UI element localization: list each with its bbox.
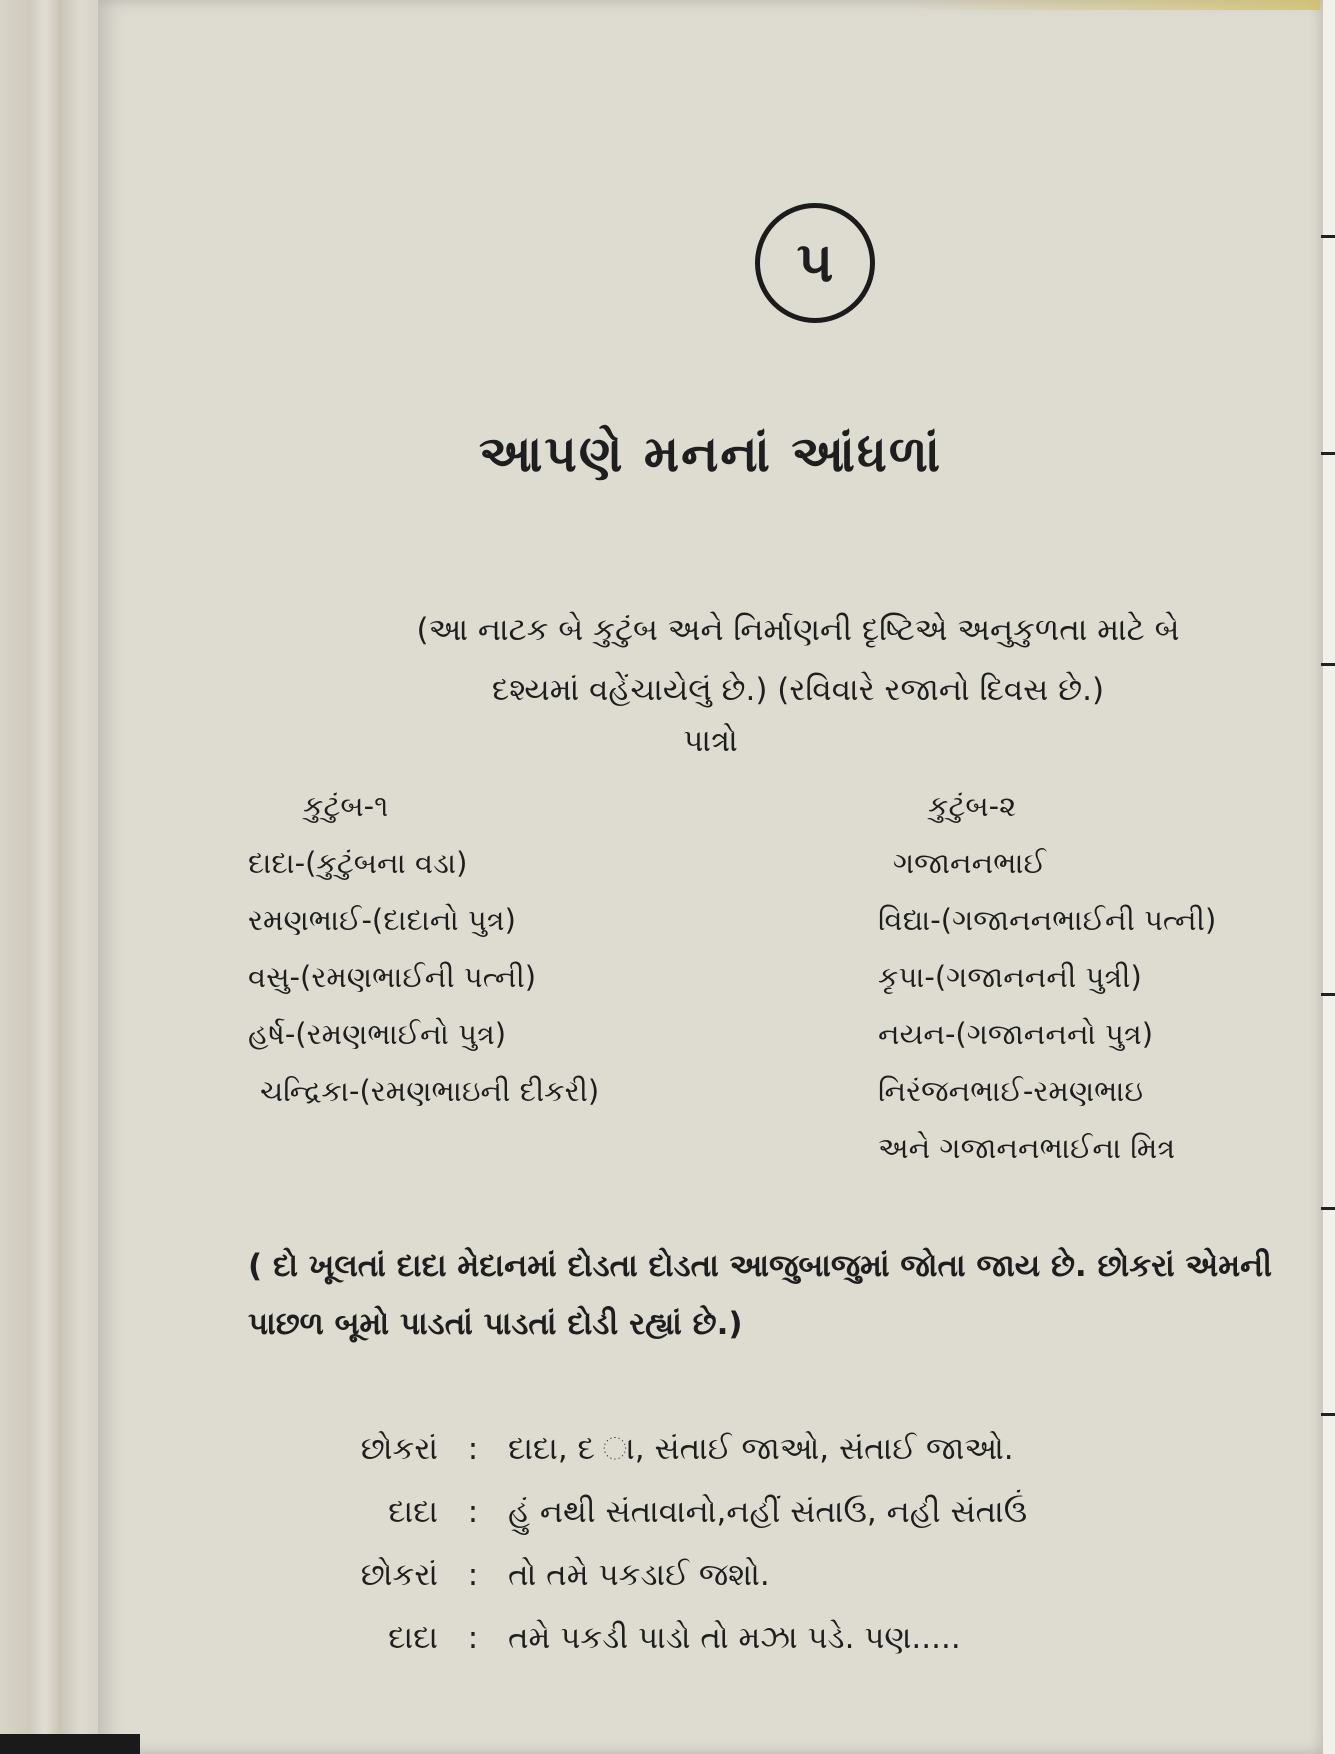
family1-member: વસુ-(રમણભાઈની પત્ની) [248,960,537,994]
dialogue-colon: : [467,1431,479,1467]
intro-paragraph [298,600,1298,720]
binding-stitch [1321,235,1335,238]
family2-member: અને ગજાનનભાઈના મિત્ર [878,1131,1176,1165]
intro-line: (આ નાટક બે કુટુંબ અને નિર્માણની દૃષ્ટિએ અનુકુળતા માટે બે [416,612,1180,648]
dialogue-colon: : [467,1494,479,1530]
dialogue-text: તો તમે પકડાઈ જશો. [508,1557,770,1593]
dialogue-block [298,1418,1298,1670]
dialogue-text: હું નથી સંતાવાનો,નહીં સંતાઉ, નહી સંતાઉં [508,1494,1028,1530]
page-content [98,0,1323,1754]
family1-member: રમણભાઈ-(દાદાનો પુત્ર) [248,903,516,937]
characters-heading: પાત્રો [683,723,738,759]
binding-stitch [1321,452,1335,455]
family1-list [248,778,808,1120]
dialogue-line [298,1544,1298,1607]
dialogue-speaker: દાદા [388,1620,438,1656]
stage-direction: ( દો ખૂલતાં દાદા મેદાનમાં દોડતા દોડતા આજુબાજુમાં જોતા જાય છે. છોકરાં એમની પાછળ બૂમો પાડતાં પાડતાં દોડી રહ્યાં છે.) [248,1248,1273,1342]
family2-member: નિરંજનભાઈ-રમણભાઇ [878,1074,1144,1108]
family2-heading: કુટુંબ-૨ [928,789,1017,823]
right-binding-strip [1323,0,1335,1754]
dialogue-line [298,1418,1298,1481]
dialogue-text: દાદા, દ ા, સંતાઈ જાઓ, સંતાઈ જાઓ. [508,1431,1014,1467]
dialogue-speaker: છોકરાં [360,1431,438,1467]
family1-member: હર્ષ-(રમણભાઈનો પુત્ર) [248,1017,507,1051]
family2-member: વિદ્યા-(ગજાનનભાઈની પત્ની) [878,903,1217,937]
dialogue-speaker: છોકરાં [360,1557,438,1593]
dialogue-colon: : [467,1620,479,1656]
family2-member: ગજાનનભાઈ [893,846,1046,880]
binding-stitch [1321,1413,1335,1416]
family1-member: ચન્દ્રિકા-(રમણભાઇની દીકરી) [260,1074,600,1108]
dialogue-colon: : [467,1557,479,1593]
family2-member: કૃપા-(ગજાનનની પુત્રી) [878,960,1142,994]
binding-stitch [1321,663,1335,666]
intro-line: દશ્યમાં વહેંચાયેલું છે.) (રવિવારે રજાનો દિવસ છે.) [491,672,1105,708]
family2-member: નયન-(ગજાનનનો પુત્ર) [878,1017,1154,1051]
family1-heading: કુટુંબ-૧ [303,789,389,823]
binding-stitch [1321,993,1335,996]
chapter-number: ૫ [796,230,834,295]
binding-stitch [1321,1207,1335,1210]
dialogue-line [298,1607,1298,1670]
chapter-number-badge [755,203,875,323]
dialogue-text: તમે પકડી પાડો તો મઝા પડે. પણ..... [508,1620,961,1656]
page-title: આપણે મનનાં આંધળાં [478,425,943,483]
dialogue-speaker: દાદા [388,1494,438,1530]
dialogue-line [298,1481,1298,1544]
family2-list [778,778,1323,1177]
family1-member: દાદા-(કુટુંબના વડા) [248,846,468,880]
